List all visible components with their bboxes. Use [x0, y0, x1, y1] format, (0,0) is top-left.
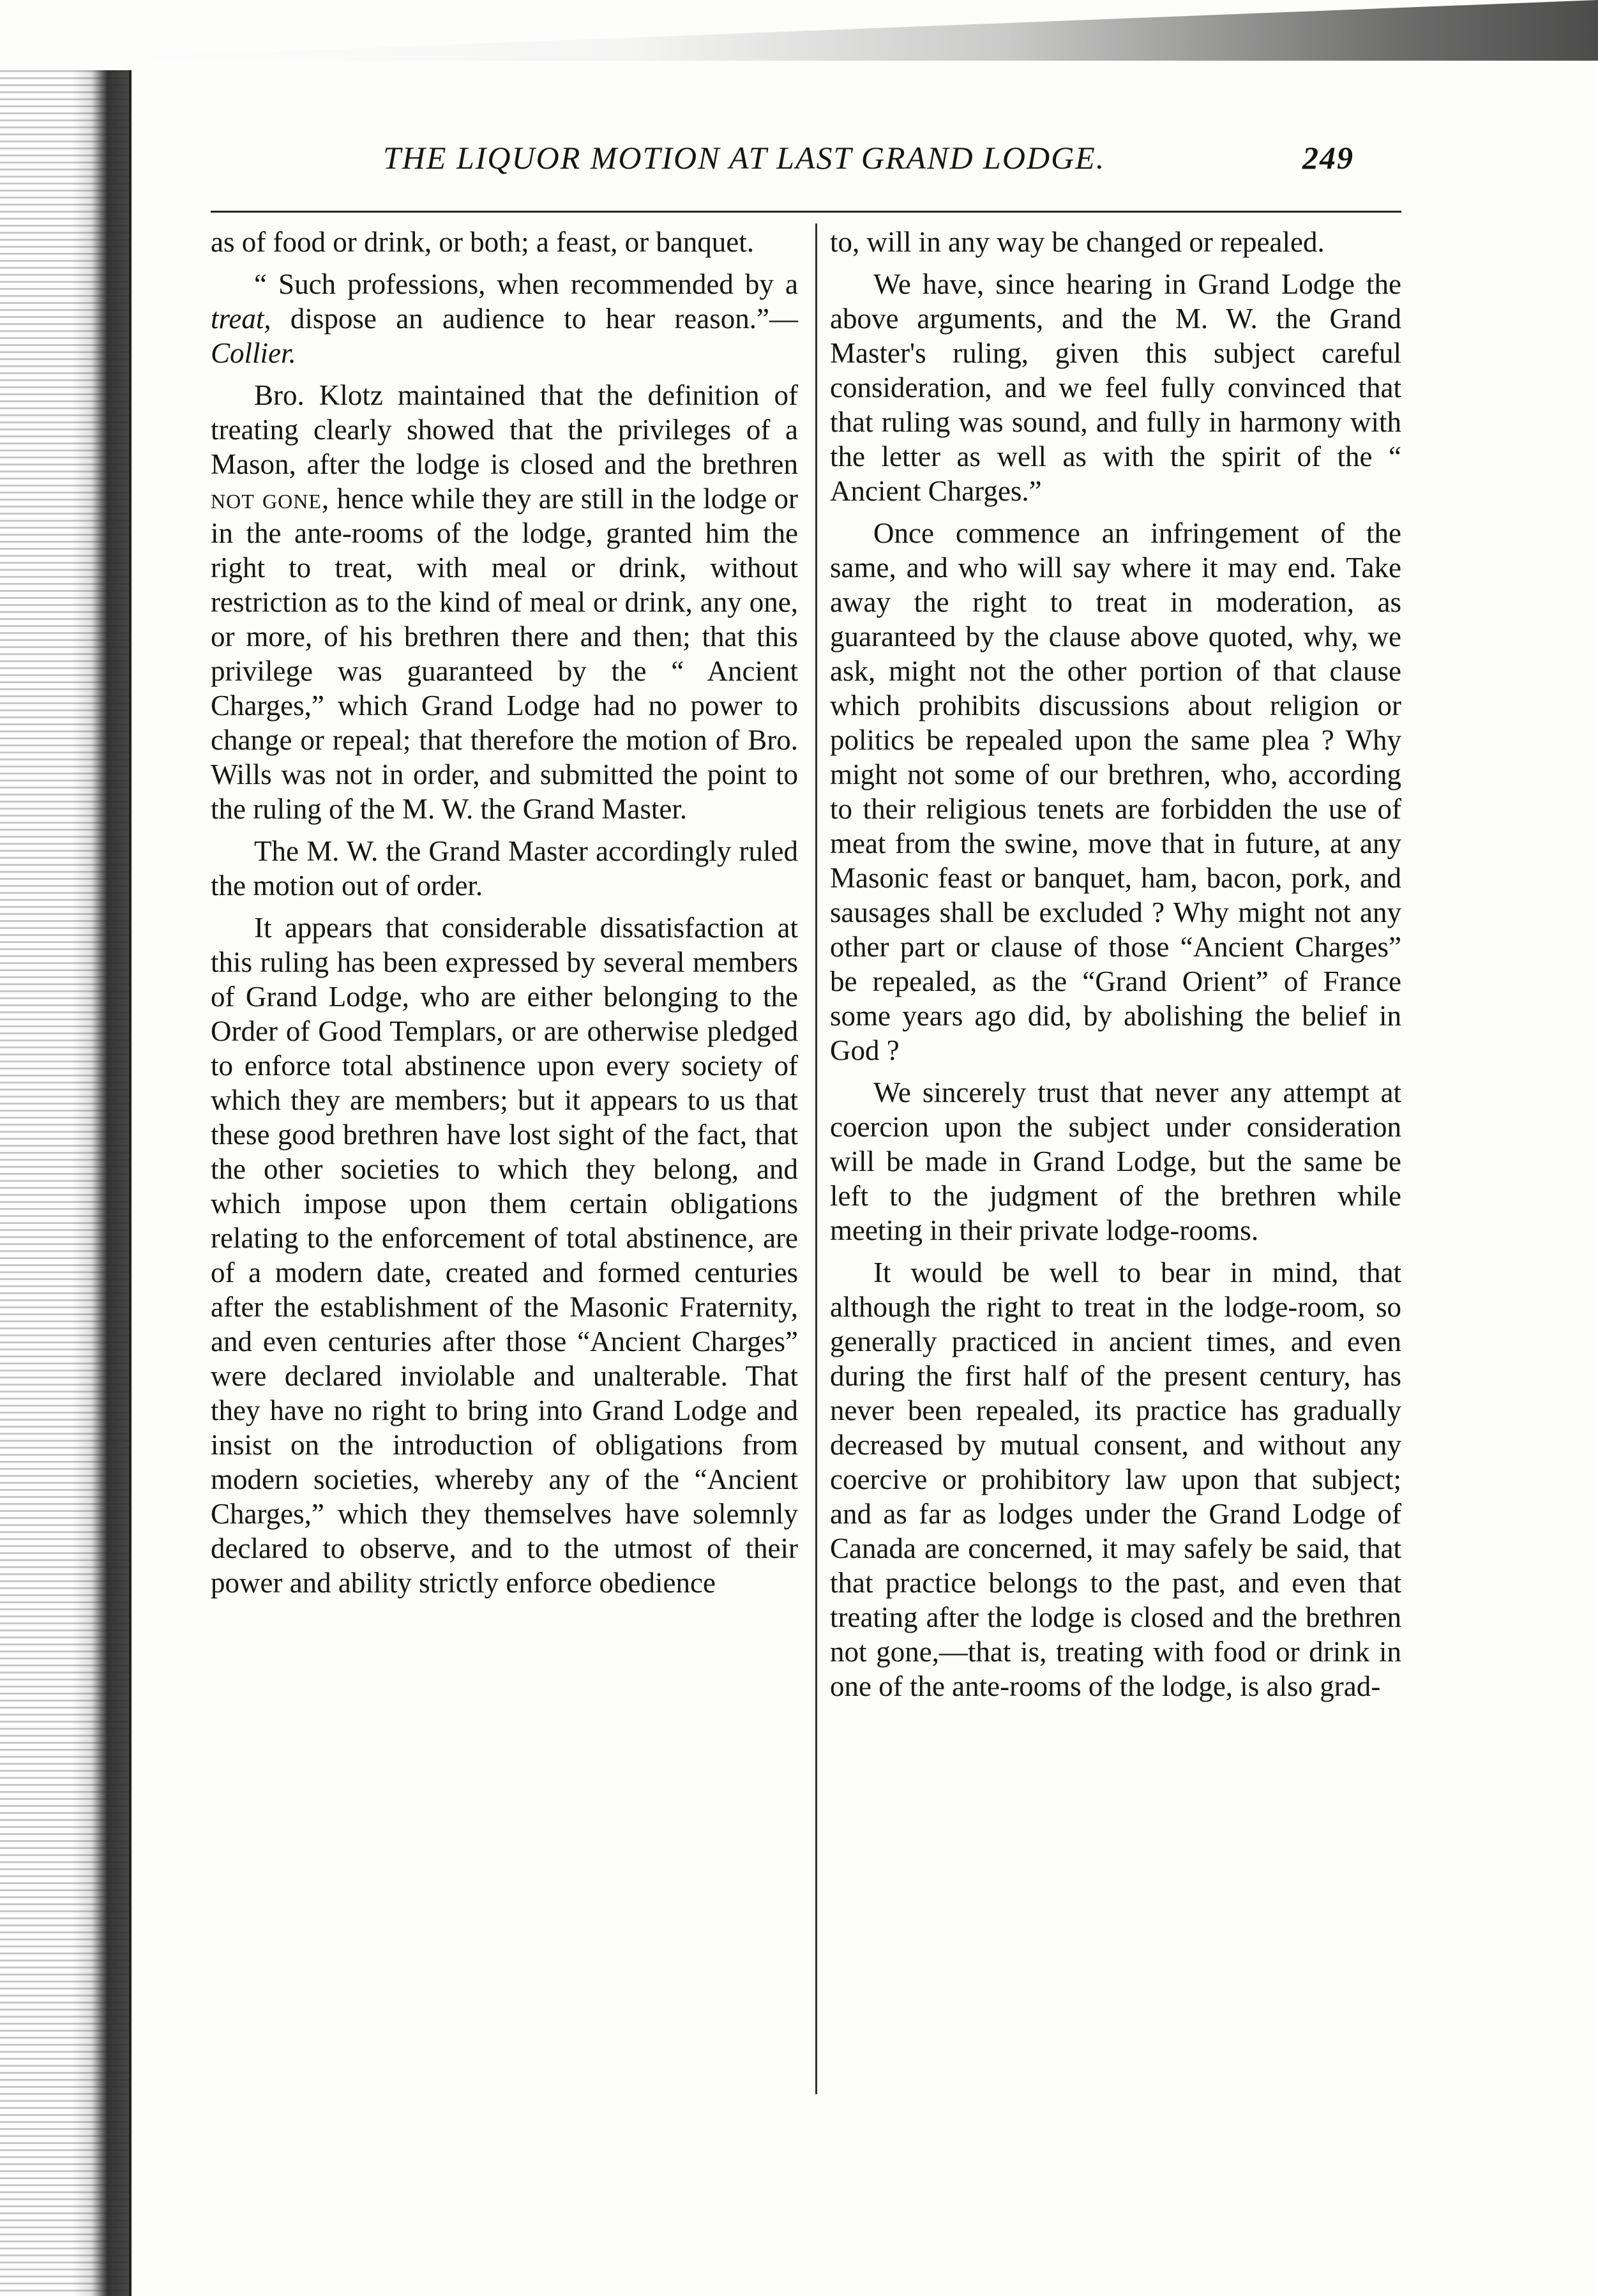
quote-emphasis: treat, — [211, 303, 271, 335]
right-paragraph-1: to, will in any way be changed or repealed. — [830, 226, 1325, 258]
right-column — [830, 225, 1401, 1711]
running-title: THE LIQUOR MOTION AT LAST GRAND LODGE. — [383, 140, 1106, 176]
running-header — [383, 139, 1405, 190]
right-paragraph-5: It would be well to bear in mind, that although the right to treat in the lodge-room, so generally practiced in ancient times, and even during the first half of the present century, has never been repealed, its practice has gradually decreased by mutual consent, and without any coercive or prohibitory law upon that subject; and as far as lodges under the Grand Lodge of Canada are concerned, it may safely be said, that that practice belongs to the past, and even that treating after the lodge is closed and the brethren not gone,—that is, treating with food or drink in one of the ante-rooms of the lodge, is also grad- — [830, 1257, 1401, 1702]
scan-binding-edge — [0, 70, 131, 2296]
column-divider — [815, 223, 817, 2094]
small-caps-phrase: not gone, — [211, 483, 330, 515]
right-paragraph-4: We sincerely trust that never any attempt at coercion upon the subject under consideration will be made in Grand Lodge, but the same be left to the judgment of the brethren while meeting in their private lodge-rooms. — [830, 1076, 1401, 1246]
binding-line — [129, 70, 132, 2296]
left-paragraph-2 — [211, 267, 798, 370]
right-paragraph-3: Once commence an infringement of the same, and who will say where it may end. Take away the right to treat in moderation, as guaranteed by the clause above quoted, why, we ask, might not the other portion of that clause which prohibits discussions about religion or politics be repealed upon the same plea ? Why might not some of our brethren, who, according to their religious tenets are forbidden the use of meat from the swine, move that in future, at any Masonic feast or banquet, ham, bacon, pork, and sausages shall be excluded ? Why might not any other part or clause of those “Ancient Charges” be repealed, as the “Grand Orient” of France some years ago did, by abolishing the belief in God ? — [830, 517, 1401, 1066]
quote-citation: Collier. — [211, 337, 296, 369]
right-paragraph-2: We have, since hearing in Grand Lodge the above arguments, and the M. W. the Grand Master's ruling, given this subject careful consideration, and we feel fully convinced that that ruling was sound, and fully in harmony with the letter as well as with the spirit of the “ Ancient Charges.” — [830, 268, 1401, 507]
scan-top-edge-shadow — [38, 0, 1598, 61]
quote-text-a: “ Such professions, when recommended by a — [254, 268, 798, 300]
page-number: 249 — [1302, 140, 1354, 176]
klotz-text-a: Bro. Klotz maintained that the definition of treating clearly showed that the privileges of a Mason, after the lodge is closed and the brethren — [211, 379, 798, 480]
left-paragraph-5: It appears that considerable dissatisfaction at this ruling has been expressed by several members of Grand Lodge, who are either belonging to the Order of Good Templars, or are otherwise pledged to enforce total abstinence upon every society of which they are members; but it appears to us that these good brethren have lost sight of the fact, that the other societies to which they belong, and which impose upon them certain obligations relating to the enforcement of total abstinence, are of a modern date, created and formed centuries after the establishment of the Masonic Fraternity, and even centuries after those “Ancient Charges” were declared inviolable and unalterable. That they have no right to bring into Grand Lodge and insist on the introduction of obligations from modern societies, whereby any of the “Ancient Charges,” which they themselves have solemnly declared to observe, and to the utmost of their power and ability strictly enforce obedience — [211, 912, 798, 1599]
left-paragraph-4: The M. W. the Grand Master accordingly ruled the motion out of order. — [211, 835, 798, 902]
quote-text-b: dispose an audience to hear reason.”— — [271, 303, 798, 335]
left-paragraph-3 — [211, 378, 798, 826]
left-paragraph-1: as of food or drink, or both; a feast, or banquet. — [211, 226, 755, 258]
header-rule — [211, 211, 1401, 213]
left-column — [211, 225, 798, 1608]
klotz-text-b: hence while they are still in the lodge or in the ante-rooms of the lodge, granted him the right to treat, with meal or drink, without restriction as to the kind of meal or drink, any one, or more, of his brethren there and then; that this privilege was guaranteed by the “ Ancient Charges,” which Grand Lodge had no power to change or repeal; that therefore the motion of Bro. Wills was not in order, and submitted the point to the ruling of the M. W. the Grand Master. — [211, 483, 799, 825]
